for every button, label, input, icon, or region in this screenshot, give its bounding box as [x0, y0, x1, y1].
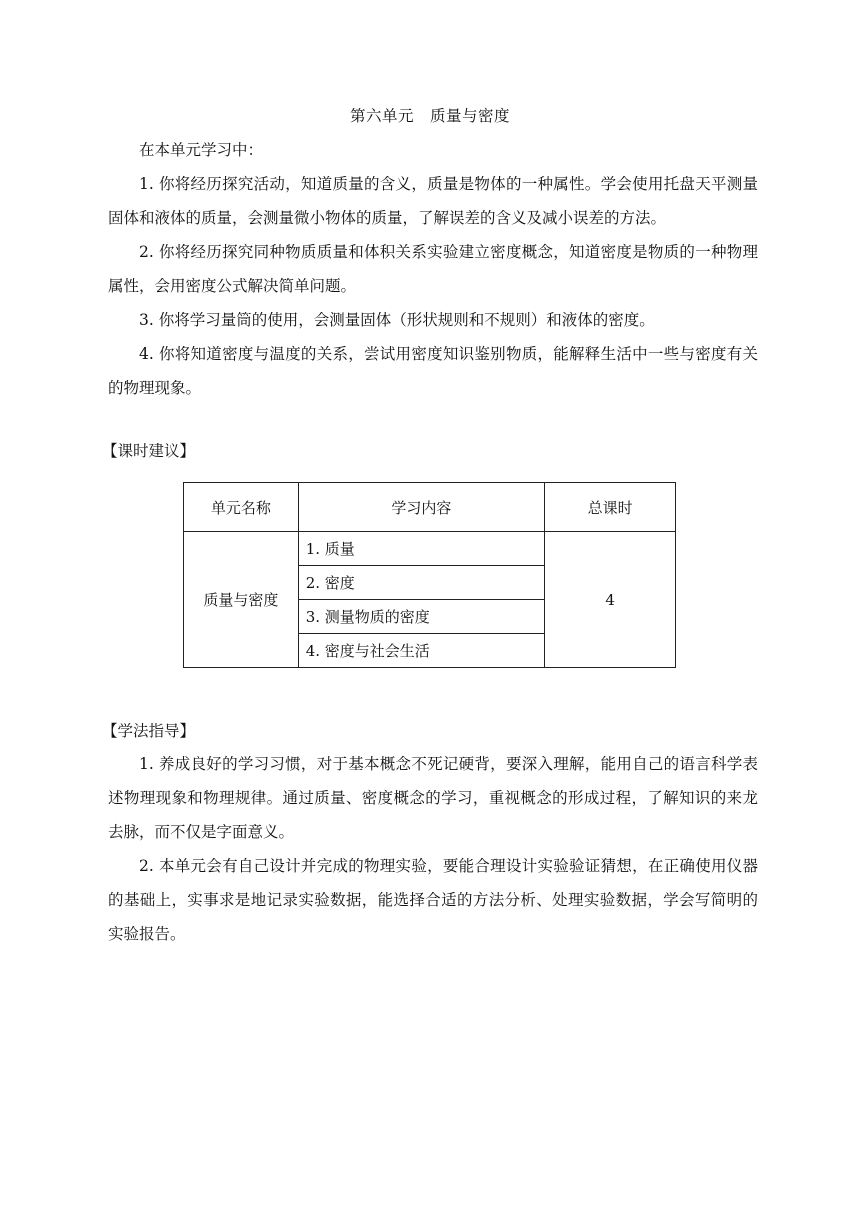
total-hours-cell: 4: [545, 532, 676, 668]
guidance-item-2: 2. 本单元会有自己设计并完成的物理实验，要能合理设计实验验证猜想，在正确使用仪器的基础上，实事求是地记录实验数据，能选择合适的方法分析、处理实验数据，学会写简明的实验报告。: [108, 857, 758, 943]
table-header-row: [184, 483, 676, 532]
header-total-hours: 总课时: [545, 483, 676, 532]
objective-4: 4. 你将知道密度与温度的关系，尝试用密度知识鉴别物质，能解释生活中一些与密度有关的物理现象。: [108, 345, 758, 397]
content-item-2: 2. 密度: [298, 566, 545, 600]
guidance-item-1: 1. 养成良好的学习习惯，对于基本概念不死记硬背，要深入理解，能用自己的语言科学表述物理现象和物理规律。通过质量、密度概念的学习，重视概念的形成过程，了解知识的来龙去脉，而不仅是字面意义。: [108, 755, 758, 841]
content-item-3: 3. 测量物质的密度: [298, 600, 545, 634]
objective-3: 3. 你将学习量筒的使用，会测量固体（形状规则和不规则）和液体的密度。: [139, 311, 655, 329]
schedule-table: [183, 482, 676, 668]
unit-name-cell: 质量与密度: [184, 532, 299, 668]
header-unit-name: 单元名称: [184, 483, 299, 532]
table-row: [184, 532, 676, 566]
page-title: 第六单元 质量与密度: [349, 107, 510, 125]
header-content: 学习内容: [298, 483, 545, 532]
objective-1: 1. 你将经历探究活动，知道质量的含义，质量是物体的一种属性。学会使用托盘天平测量固体和液体的质量，会测量微小物体的质量，了解误差的含义及减小误差的方法。: [108, 175, 758, 227]
guidance-heading: 【学法指导】: [102, 722, 196, 740]
schedule-heading: 【课时建议】: [102, 442, 196, 460]
intro-text: 在本单元学习中：: [139, 141, 264, 159]
content-item-1: 1. 质量: [298, 532, 545, 566]
content-item-4: 4. 密度与社会生活: [298, 634, 545, 668]
objective-2: 2. 你将经历探究同种物质质量和体积关系实验建立密度概念，知道密度是物质的一种物理属性，会用密度公式解决简单问题。: [108, 243, 758, 295]
